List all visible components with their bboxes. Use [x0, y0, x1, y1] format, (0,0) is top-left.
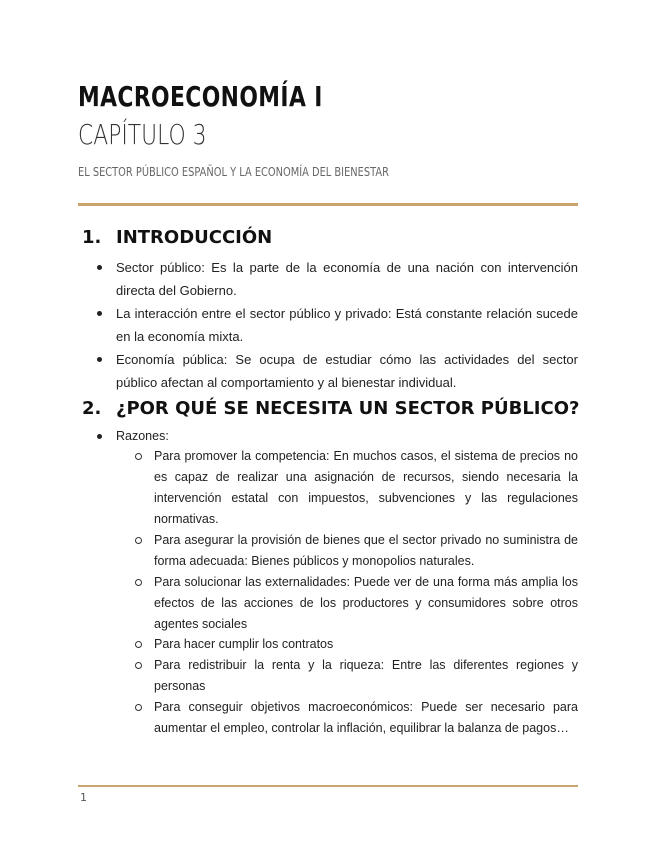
sub-list-item: Para redistribuir la renta y la riqueza: Entre las diferentes regiones y personas — [154, 655, 578, 697]
header-divider — [78, 203, 578, 206]
section-heading-introduccion — [82, 227, 272, 248]
section-number: 1. — [82, 227, 102, 248]
footer-divider — [78, 785, 578, 787]
section-title: ¿POR QUÉ SE NECESITA UN SECTOR PÚBLICO? — [116, 398, 580, 419]
section-title: INTRODUCCIÓN — [116, 227, 273, 248]
list-item: Economía pública: Se ocupa de estudiar cómo las actividades del sector público afectan al comportamiento y al bienestar individual. — [116, 348, 578, 394]
sub-list-item: Para solucionar las externalidades: Puede ver de una forma más amplia los efectos de las acciones de los productores y consumidores sobre otros agentes sociales — [154, 572, 578, 635]
sub-list-item: Para asegurar la provisión de bienes que el sector privado no suministra de forma adecuada: Bienes públicos y monopolios naturales. — [154, 530, 578, 572]
list-item: Razones: — [116, 425, 578, 448]
sub-list-item: Para conseguir objetivos macroeconómicos: Puede ser necesario para aumentar el empleo, controlar la inflación, equilibrar la balanza de pagos… — [154, 697, 578, 739]
sub-list-item: Para hacer cumplir los contratos — [154, 634, 578, 655]
section-number: 2. — [82, 398, 102, 419]
chapter-heading: CAPÍTULO 3 — [78, 118, 207, 151]
page-number: 1 — [80, 791, 87, 804]
chapter-subtitle: EL SECTOR PÚBLICO ESPAÑOL Y LA ECONOMÍA DEL BIENESTAR — [78, 165, 389, 179]
list-item: La interacción entre el sector público y privado: Está constante relación sucede en la economía mixta. — [116, 302, 578, 348]
document-title: MACROECONOMÍA I — [78, 80, 323, 113]
section-heading-sector-publico — [82, 398, 579, 419]
sub-list-item: Para promover la competencia: En muchos casos, el sistema de precios no es capaz de realizar una asignación de recursos, siendo necesaria la intervención estatal con impuestos, subvenciones y las regulaciones normativas. — [154, 446, 578, 530]
list-item: Sector público: Es la parte de la economía de una nación con intervención directa del Gobierno. — [116, 256, 578, 302]
